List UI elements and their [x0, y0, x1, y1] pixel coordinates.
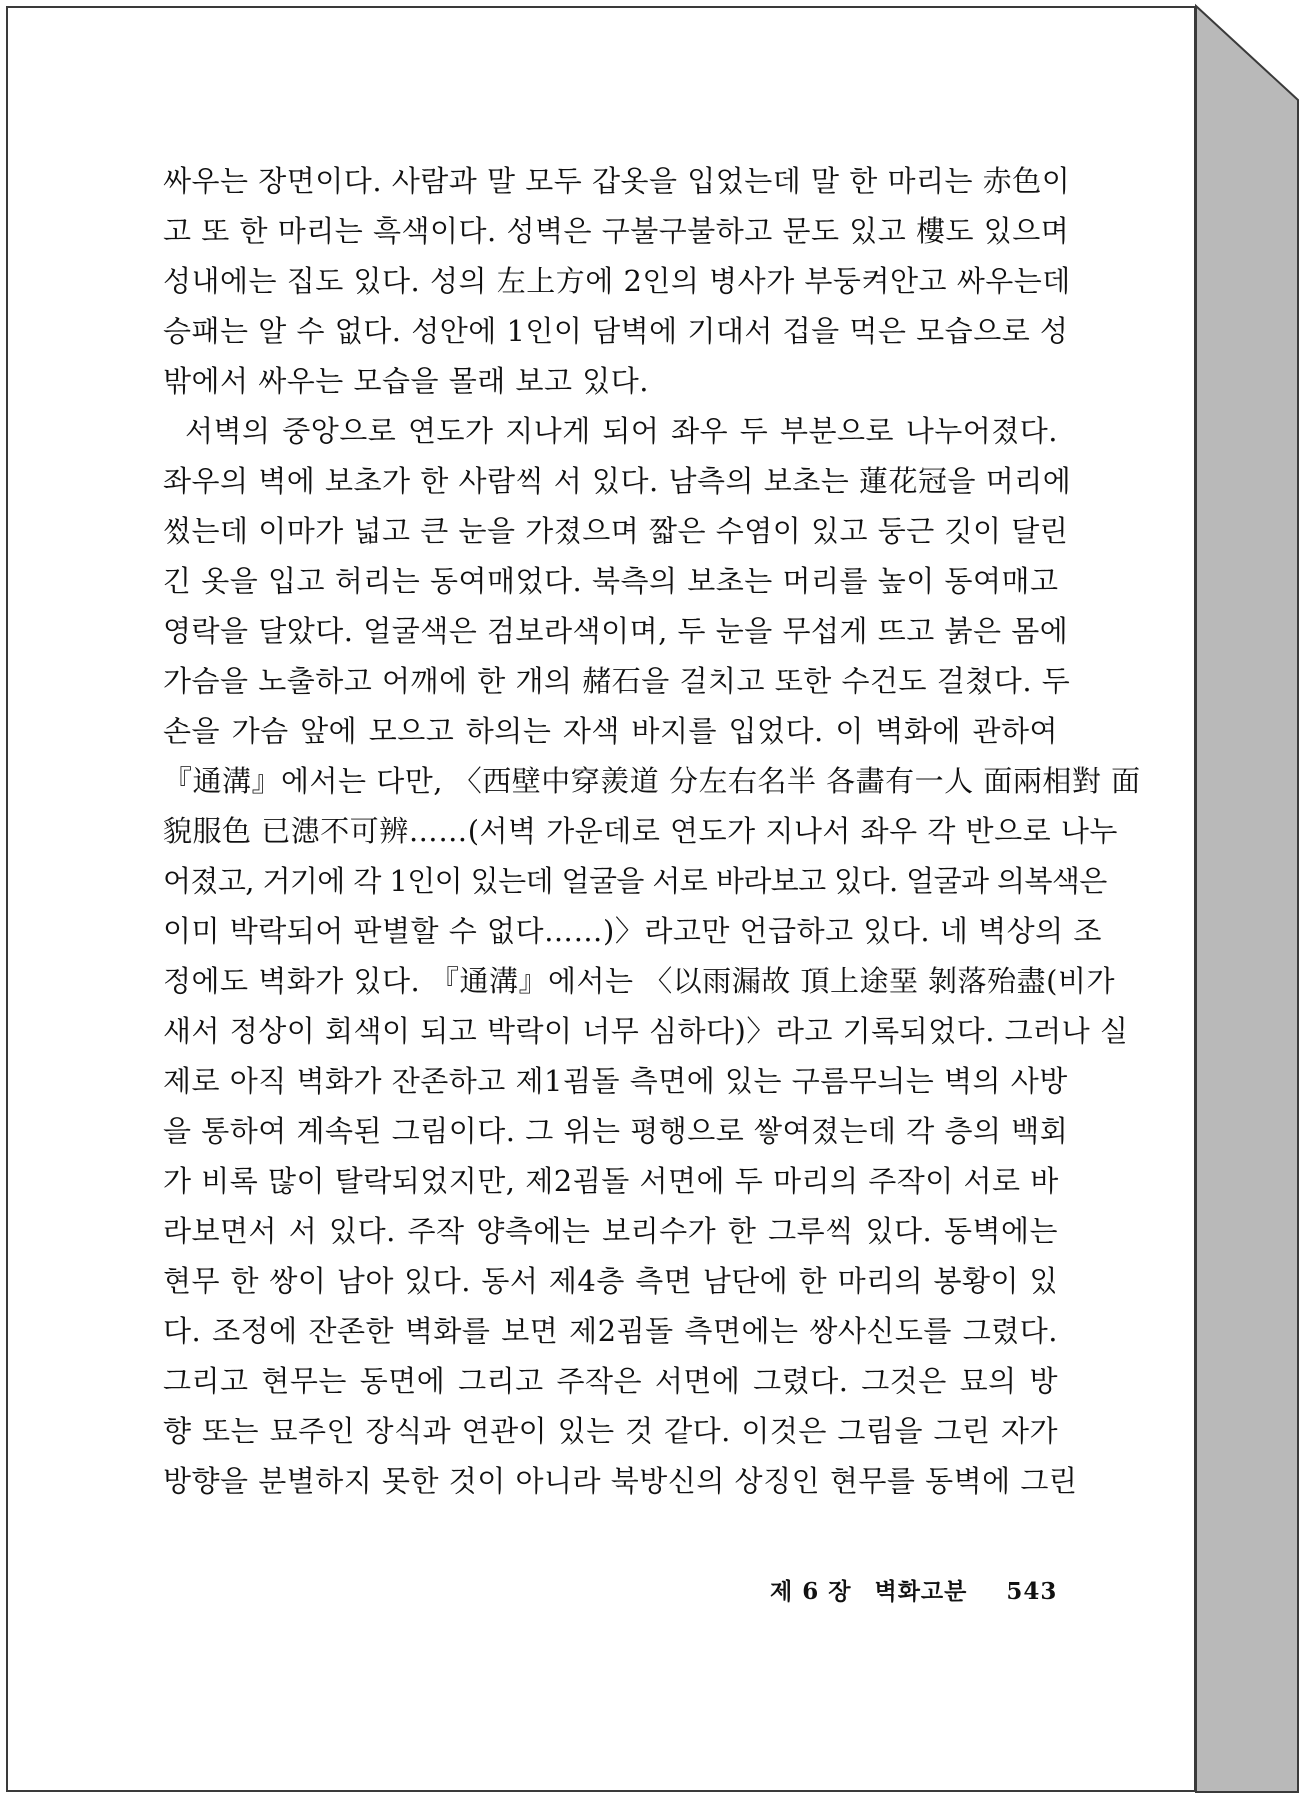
text-line: 방향을 분별하지 못한 것이 아니라 북방신의 상징인 현무를 동벽에 그린 — [163, 1464, 1078, 1498]
text-line: 이미 박락되어 판별할 수 없다……)〉라고만 언급하고 있다. 네 벽상의 조 — [163, 914, 1102, 948]
text-line: 제로 아직 벽화가 잔존하고 제1굄돌 측면에 있는 구름무늬는 벽의 사방 — [163, 1064, 1068, 1098]
body-text — [163, 156, 1141, 1506]
text-line: 향 또는 묘주인 장식과 연관이 있는 것 같다. 이것은 그림을 그린 자가 — [163, 1414, 1058, 1448]
text-line: 을 통하여 계속된 그림이다. 그 위는 평행으로 쌓여졌는데 각 층의 백회 — [163, 1114, 1069, 1148]
text-line: 가슴을 노출하고 어깨에 한 개의 赭石을 걸치고 또한 수건도 걸쳤다. 두 — [163, 664, 1071, 698]
text-line: 어졌고, 거기에 각 1인이 있는데 얼굴을 서로 바라보고 있다. 얼굴과 의복색은 — [163, 864, 1107, 898]
page-number: 543 — [1006, 1578, 1058, 1605]
text-line: 좌우의 벽에 보초가 한 사람씩 서 있다. 남측의 보초는 蓮花冠을 머리에 — [163, 464, 1072, 498]
text-line: 貌服色 已漶不可辨……(서벽 가운데로 연도가 지나서 좌우 각 반으로 나누 — [163, 814, 1118, 848]
text-line: 싸우는 장면이다. 사람과 말 모두 갑옷을 입었는데 말 한 마리는 赤色이 — [163, 164, 1071, 198]
text-line: 썼는데 이마가 넓고 큰 눈을 가졌으며 짧은 수염이 있고 둥근 깃이 달린 — [163, 514, 1069, 548]
text-line: 그리고 현무는 동면에 그리고 주작은 서면에 그렸다. 그것은 묘의 방 — [163, 1364, 1058, 1398]
text-line: 새서 정상이 회색이 되고 박락이 너무 심하다)〉라고 기록되었다. 그러나 실 — [163, 1014, 1129, 1048]
text-line: 『通溝』에서는 다만, 〈西壁中穿羨道 分左右名半 各畵有一人 面兩相對 面 — [163, 764, 1141, 798]
text-line: 긴 옷을 입고 허리는 동여매었다. 북측의 보초는 머리를 높이 동여매고 — [163, 564, 1059, 598]
page-footer — [770, 1573, 1057, 1606]
text-line: 승패는 알 수 없다. 성안에 1인이 담벽에 기대서 겁을 먹은 모습으로 성 — [163, 314, 1069, 348]
text-line: 정에도 벽화가 있다. 『通溝』에서는 〈以雨漏故 頂上途堊 剝落殆盡(비가 — [163, 964, 1116, 998]
text-line: 밖에서 싸우는 모습을 몰래 보고 있다. — [163, 364, 650, 398]
text-line: 영락을 달았다. 얼굴색은 검보라색이며, 두 눈을 무섭게 뜨고 붉은 몸에 — [163, 614, 1069, 648]
text-line: 서벽의 중앙으로 연도가 지나게 되어 좌우 두 부분으로 나누어졌다. — [185, 414, 1058, 448]
chapter-title: 벽화고분 — [874, 1578, 968, 1605]
text-line: 라보면서 서 있다. 주작 양측에는 보리수가 한 그루씩 있다. 동벽에는 — [163, 1214, 1058, 1248]
text-line: 가 비록 많이 탈락되었지만, 제2굄돌 서면에 두 마리의 주작이 서로 바 — [163, 1164, 1059, 1198]
chapter-label: 제 6 장 — [770, 1578, 852, 1605]
text-line: 고 또 한 마리는 흑색이다. 성벽은 구불구불하고 문도 있고 樓도 있으며 — [163, 214, 1070, 248]
text-line: 성내에는 집도 있다. 성의 左上方에 2인의 병사가 부둥켜안고 싸우는데 — [163, 264, 1071, 298]
text-line: 손을 가슴 앞에 모으고 하의는 자색 바지를 입었다. 이 벽화에 관하여 — [163, 714, 1058, 748]
text-line: 다. 조정에 잔존한 벽화를 보면 제2굄돌 측면에는 쌍사신도를 그렸다. — [163, 1314, 1058, 1348]
text-line: 현무 한 쌍이 남아 있다. 동서 제4층 측면 남단에 한 마리의 봉황이 있 — [163, 1264, 1058, 1298]
